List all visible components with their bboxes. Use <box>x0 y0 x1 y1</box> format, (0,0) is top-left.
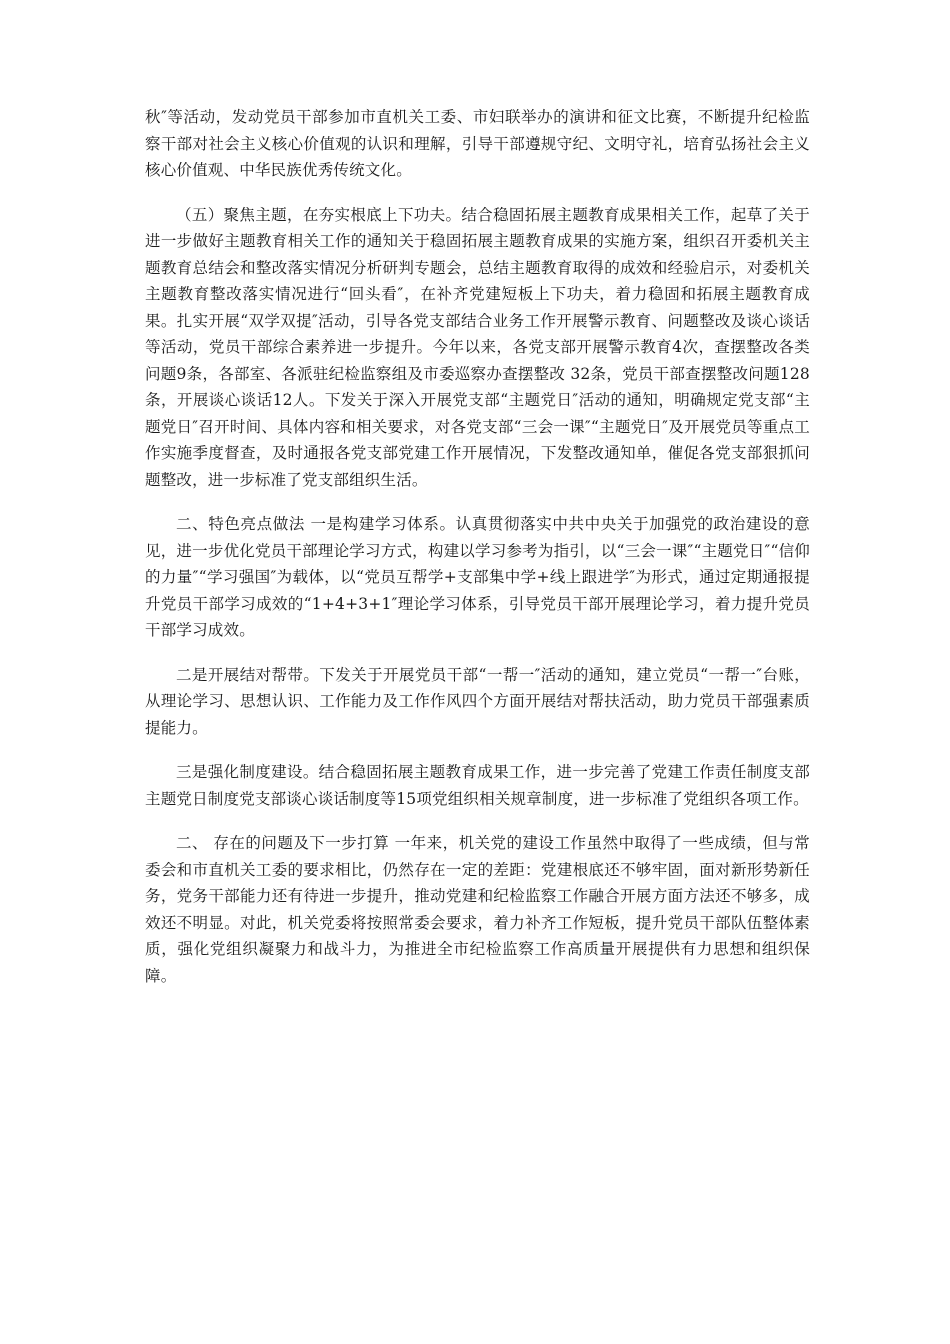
paragraph-4: 二是开展结对帮带。下发关于开展党员干部“一帮一″活动的通知，建立党员“一帮一″台账，从理论学习、思想认识、工作能力及工作作风四个方面开展结对帮扶活动，助力党员干部强素质提能力。 <box>145 665 810 737</box>
paragraph-1: 秋″等活动，发动党员干部参加市直机关工委、市妇联举办的演讲和征文比赛，不断提升纪检监察干部对社会主义核心价值观的认识和理解，引导干部遵规守纪、文明守礼，培育弘扬社会主义核心价值观、中华民族优秀传统文化。 <box>145 108 810 179</box>
document-body <box>145 104 810 989</box>
paragraph-5: 三是强化制度建设。结合稳固拓展主题教育成果工作，进一步完善了党建工作责任制度支部主题党日制度党支部谈心谈话制度等15项党组织相关规章制度，进一步标准了党组织各项工作。 <box>145 763 810 808</box>
paragraph-6: 二、 存在的问题及下一步打算 一年来，机关党的建设工作虽然中取得了一些成绩，但与常委会和市直机关工委的要求相比，仍然存在一定的差距：党建根底还不够牢固，面对新形势新任务，党务干部能力还有待进一步提升，推动党建和纪检监察工作融合开展方面方法还不够多，成效还不明显。对此，机关党委将按照常委会要求，着力补齐工作短板，提升党员干部队伍整体素质，强化党组织凝聚力和战斗力，为推进全市纪检监察工作高质量开展提供有力思想和组织保障。 <box>145 834 810 985</box>
paragraph-2: （五）聚焦主题，在夯实根底上下功夫。结合稳固拓展主题教育成果相关工作，起草了关于进一步做好主题教育相关工作的通知关于稳固拓展主题教育成果的实施方案，组织召开委机关主题教育总结会和整改落实情况分析研判专题会，总结主题教育取得的成效和经验启示，对委机关主题教育整改落实情况进行“回头看″，在补齐党建短板上下功夫，着力稳固和拓展主题教育成果。扎实开展“双学双提″活动，引导各党支部结合业务工作开展警示教育、问题整改及谈心谈话等活动，党员干部综合素养进一步提升。今年以来，各党支部开展警示教育4次，查摆整改各类问题9条，各部室、各派驻纪检监察组及市委巡察办查摆整改 32条，党员干部查摆整改问题128条，开展谈心谈话12人。下发关于深入开展党支部“主题党日″活动的通知，明确规定党支部“主题党日″召开时间、具体内容和相关要求，对各党支部“三会一课″“主题党日″及开展党员等重点工作实施季度督查，及时通报各党支部党建工作开展情况，下发整改通知单，催促各党支部狠抓问题整改，进一步标准了党支部组织生活。 <box>145 205 810 489</box>
paragraph-3: 二、特色亮点做法 一是构建学习体系。认真贯彻落实中共中央关于加强党的政治建设的意见，进一步优化党员干部理论学习方式，构建以学习参考为指引，以“三会一课″“主题党日″“信仰的力量″“学习强国″为载体，以“党员互帮学+支部集中学+线上跟进学″为形式，通过定期通报提升党员干部学习成效的“1+4+3+1″理论学习体系，引导党员干部开展理论学习，着力提升党员干部学习成效。 <box>145 515 810 639</box>
